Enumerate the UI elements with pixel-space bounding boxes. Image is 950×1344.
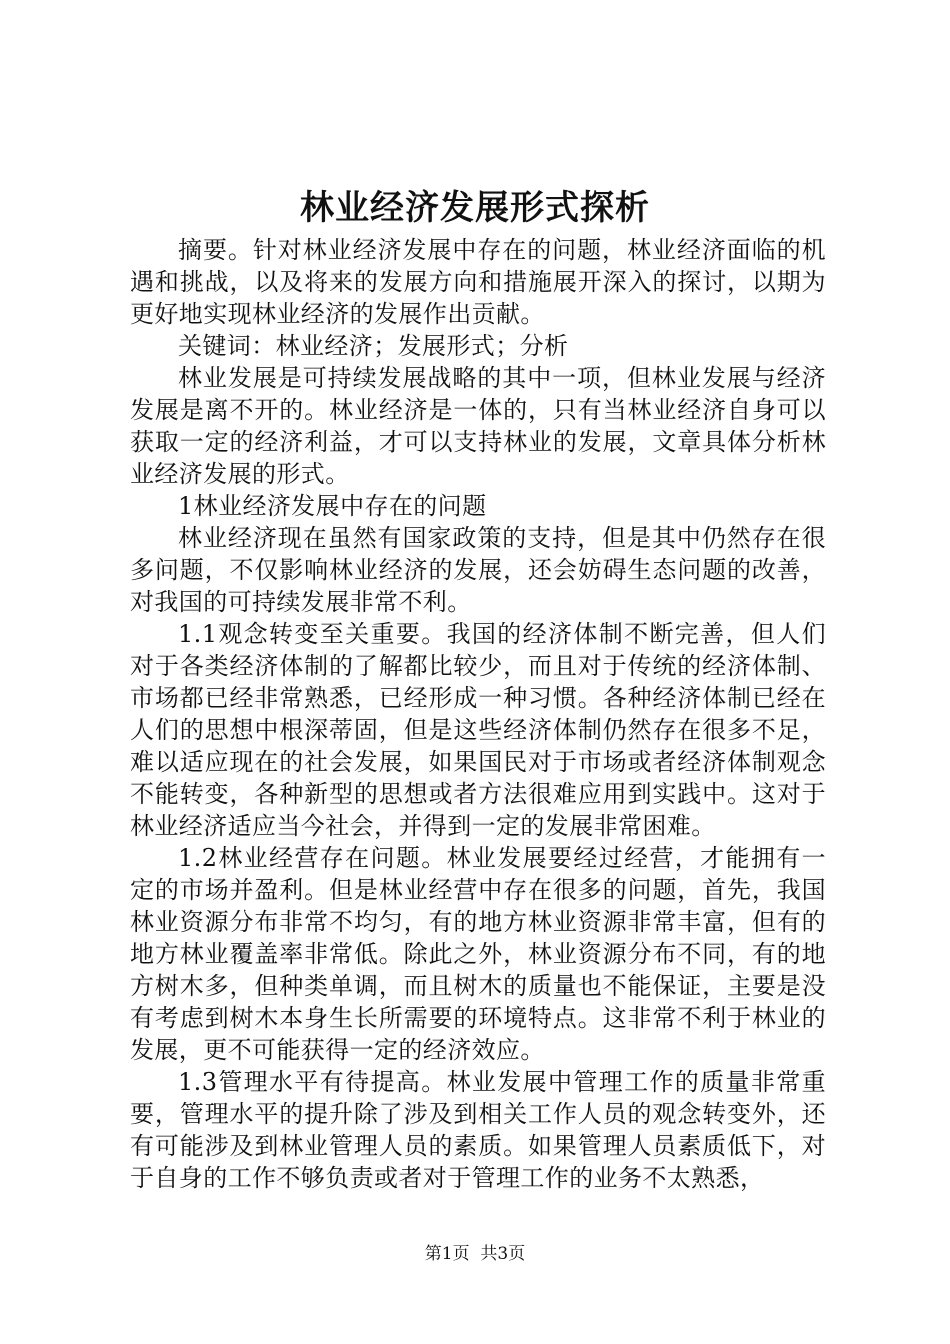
section-1-paragraph: 林业经济现在虽然有国家政策的支持，但是其中仍然存在很多问题，不仅影响林业经济的发展，还会妨碍生态问题的改善，对我国的可持续发展非常不利。 bbox=[130, 524, 826, 616]
keywords-paragraph: 关键词：林业经济；发展形式；分析 bbox=[178, 332, 569, 360]
document-body bbox=[130, 234, 826, 1194]
subsection-1-2-paragraph: 1.2林业经营存在问题。林业发展要经过经营，才能拥有一定的市场并盈利。但是林业经营中存在很多的问题，首先，我国林业资源分布非常不均匀，有的地方林业资源非常丰富，但有的地方林业覆盖率非常低。除此之外，林业资源分布不同，有的地方树木多，但种类单调，而且树木的质量也不能保证，主要是没有考虑到树木本身生长所需要的环境特点。这非常不利于林业的发展，更不可能获得一定的经济效应。 bbox=[130, 844, 826, 1064]
page-number: 第1页 bbox=[424, 1244, 470, 1264]
document-title: 林业经济发展形式探析 bbox=[300, 188, 650, 228]
page-footer bbox=[0, 1242, 950, 1266]
subsection-1-3-paragraph: 1.3管理水平有待提高。林业发展中管理工作的质量非常重要，管理水平的提升除了涉及到相关工作人员的观念转变外，还有可能涉及到林业管理人员的素质。如果管理人员素质低下，对于自身的工作不够负责或者对于管理工作的业务不太熟悉， bbox=[130, 1068, 826, 1192]
abstract-paragraph: 摘要。针对林业经济发展中存在的问题，林业经济面临的机遇和挑战，以及将来的发展方向和措施展开深入的探讨，以期为更好地实现林业经济的发展作出贡献。 bbox=[130, 236, 826, 328]
subsection-1-1-paragraph: 1.1观念转变至关重要。我国的经济体制不断完善，但人们对于各类经济体制的了解都比较少，而且对于传统的经济体制、市场都已经非常熟悉，已经形成一种习惯。各种经济体制已经在人们的思想中根深蒂固，但是这些经济体制仍然存在很多不足，难以适应现在的社会发展，如果国民对于市场或者经济体制观念不能转变，各种新型的思想或者方法很难应用到实践中。这对于林业经济适应当今社会，并得到一定的发展非常困难。 bbox=[130, 620, 826, 840]
intro-paragraph: 林业发展是可持续发展战略的其中一项，但林业发展与经济发展是离不开的。林业经济是一体的，只有当林业经济自身可以获取一定的经济利益，才可以支持林业的发展，文章具体分析林业经济发展的形式。 bbox=[130, 364, 826, 488]
section-heading-1: 1林业经济发展中存在的问题 bbox=[178, 492, 487, 520]
page-total: 共3页 bbox=[480, 1244, 526, 1264]
